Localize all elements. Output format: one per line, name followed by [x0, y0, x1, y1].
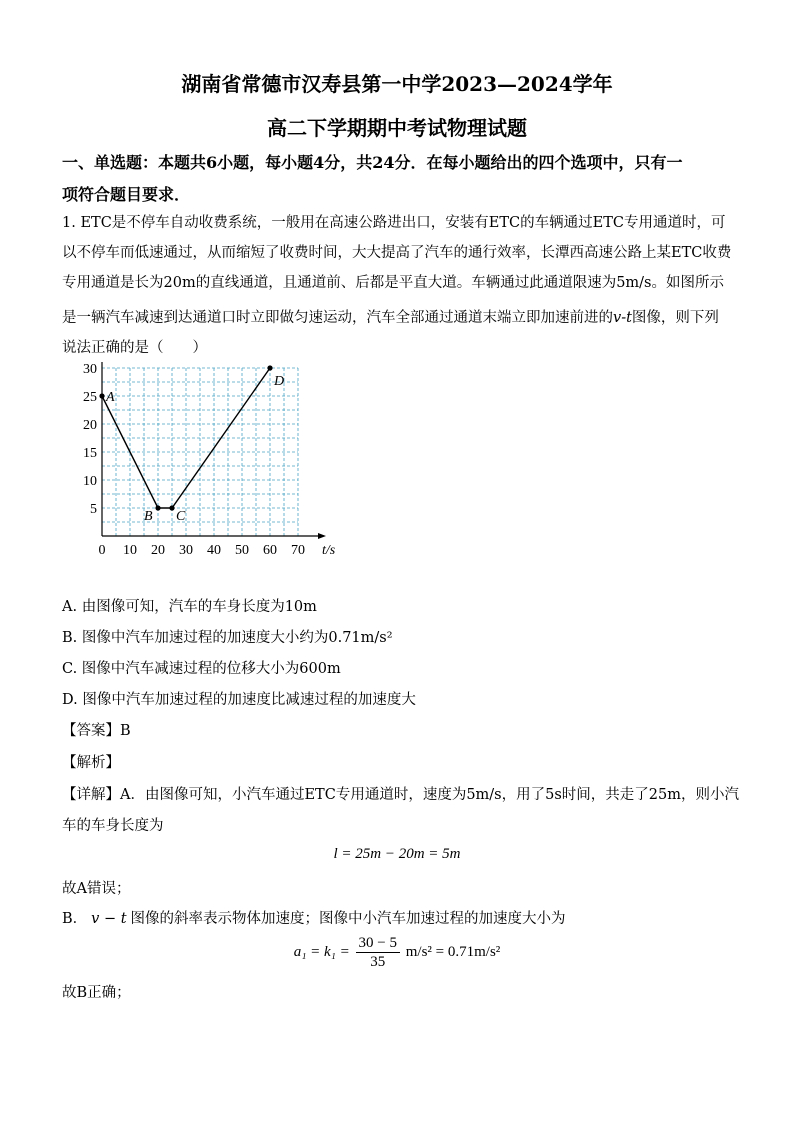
q1-line-3: 专用通道是长为20m的直线通道，且通道前、后都是平直大道。车辆通过此通道限速为5m/s。如图所示	[62, 275, 724, 291]
formula2-denominator: 35	[370, 954, 386, 970]
y-tick-label: 5	[90, 502, 97, 517]
x-tick-label: 70	[291, 543, 305, 558]
formula2-numerator: 30 − 5	[356, 934, 400, 953]
formula2-fraction	[356, 934, 400, 971]
b-vt-label: v − t	[91, 911, 127, 927]
detail-line-2: 车的车身长度为	[62, 818, 164, 834]
option-b: B. 图像中汽车加速过程的加速度大小约为0.71m/s²	[62, 630, 393, 646]
point-label: D	[274, 374, 285, 389]
graph-grid	[102, 368, 298, 536]
option-c: C. 图像中汽车减速过程的位移大小为600m	[62, 661, 341, 677]
formula2-rhs: m/s² = 0.71m/s²	[405, 943, 501, 960]
formula2-lhs: a₁ = k₁ =	[293, 943, 350, 960]
x-tick-label: 20	[151, 543, 165, 558]
q1-vt-label: v-t	[613, 310, 632, 326]
y-tick-label: 10	[83, 474, 97, 489]
y-tick-label: 20	[83, 418, 97, 433]
y-tick-label: 15	[83, 446, 97, 461]
formula-acceleration	[0, 934, 794, 971]
q1-line-4-tail: 图像，则下列	[631, 310, 719, 326]
vt-graph	[78, 362, 348, 587]
data-point	[169, 505, 174, 510]
x-tick-label: 30	[179, 543, 193, 558]
q1-line-4-text: 是一辆汽车减速到达通道口时立即做匀速运动，汽车全部通过通道末端立即加速前进的	[62, 310, 613, 326]
answer-value: B	[120, 723, 131, 739]
x-tick-label: 40	[207, 543, 221, 558]
q1-line-5: 说法正确的是（ ）	[62, 340, 207, 356]
x-tick-label: 10	[123, 543, 137, 558]
x-axis-arrow-icon	[318, 533, 326, 539]
analysis-tag: 【解析】	[62, 755, 120, 771]
answer-line	[62, 721, 131, 741]
section-heading-line1: 一、单选题：本题共6小题，每小题4分，共24分．在每小题给出的四个选项中，只有一	[62, 153, 683, 172]
b-explanation	[62, 909, 566, 929]
y-tick-label: 30	[83, 362, 97, 377]
x-tick-label: 0	[98, 543, 106, 558]
point-label: B	[144, 509, 153, 524]
y-tick-label: 25	[83, 390, 97, 405]
q1-line-4	[62, 308, 719, 328]
option-a: A. 由图像可知，汽车的车身长度为10m	[62, 599, 317, 615]
point-label: A	[106, 390, 115, 405]
q1-line-1: 1. ETC是不停车自动收费系统，一般用在高速公路进出口，安装有ETC的车辆通过ETC专用通道时，可	[62, 215, 726, 231]
x-tick-label: 60	[263, 543, 277, 558]
data-point	[267, 365, 272, 370]
answer-tag: 【答案】	[62, 723, 120, 739]
graph-series	[99, 365, 284, 524]
point-label: C	[176, 509, 186, 524]
b-prefix: B．	[62, 911, 88, 927]
option-d: D. 图像中汽车加速过程的加速度比减速过程的加速度大	[62, 692, 416, 708]
conclusion-b: 故B正确；	[62, 985, 131, 1001]
doc-title-line2: 高二下学期期中考试物理试题	[267, 116, 527, 140]
detail-line-1	[62, 785, 739, 805]
detail-text-1: A．由图像可知，小汽车通过ETC专用通道时，速度为5m/s，用了5s时间，共走了25m，则小汽	[120, 787, 739, 803]
conclusion-a: 故A错误；	[62, 881, 131, 897]
section-heading-line2: 项符合题目要求．	[62, 185, 191, 204]
data-point	[99, 393, 104, 398]
x-axis-label: t/s	[322, 543, 336, 558]
x-tick-label: 50	[235, 543, 249, 558]
detail-tag: 【详解】	[62, 787, 120, 803]
b-text: 图像的斜率表示物体加速度；图像中小汽车加速过程的加速度大小为	[130, 911, 566, 927]
doc-title-line1: 湖南省常德市汉寿县第一中学2023—2024学年	[181, 72, 613, 96]
formula-body-length: l = 25m − 20m = 5m	[333, 846, 461, 862]
q1-line-2: 以不停车而低速通过，从而缩短了收费时间，大大提高了汽车的通行效率，长潭西高速公路上某ETC收费	[62, 245, 732, 261]
data-point	[155, 505, 160, 510]
